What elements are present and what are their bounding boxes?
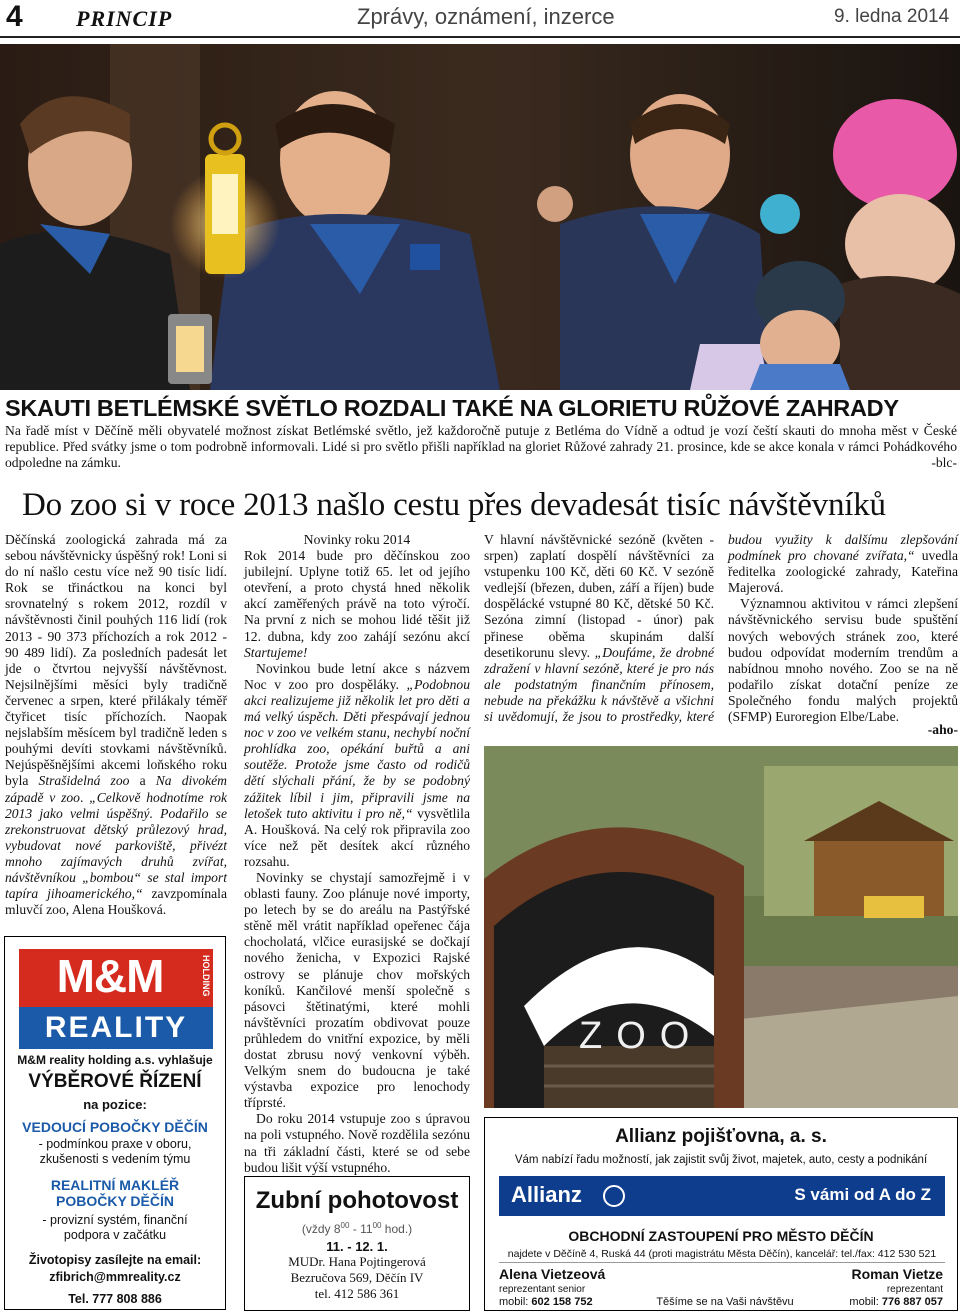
mm-email[interactable]: zfibrich@mmreality.cz — [49, 1270, 181, 1284]
mm-logo-side: HOLDING — [201, 955, 211, 997]
zubni-hours — [245, 1221, 469, 1236]
mm-position-1: VEDOUCÍ POBOČKY DĚČÍN — [22, 1119, 208, 1135]
allianz-rep2-mobile — [849, 1296, 943, 1308]
article1-body — [5, 423, 957, 471]
issue-date: 9. ledna 2014 — [834, 6, 950, 27]
mm-reality-ad — [4, 936, 226, 1310]
paragraph — [728, 596, 958, 725]
allianz-slogan: S vámi od A do Z — [794, 1185, 931, 1204]
quote-text: Startujeme! — [244, 644, 308, 660]
article2-column-1 — [5, 532, 227, 918]
paragraph — [244, 1111, 470, 1175]
allianz-address: najdete v Děčíně 4, Ruská 44 (proti magistrátu Města Děčín), kancelář: tel./fax: 412 530 521 — [507, 1248, 937, 1260]
quote-text: „Doufáme, že drobné zdražení v hlavní sezóně, které je pro nás ale podstatným finančním přínosem, nebude na překážku k návštěvě a všichni si uvědomují, že jsou to prostředky, které budou využity k dalšímu zlepšování podmínek pro chované zvířata,“ — [484, 532, 958, 725]
zubni-address: Bezručova 569, Děčín IV — [290, 1270, 424, 1285]
allianz-rep2-mobile-label: mobil: — [849, 1296, 879, 1308]
zubni-hours-end-min: 00 — [372, 1221, 382, 1230]
mm-phone: Tel. 777 808 886 — [68, 1292, 162, 1306]
mm-position-2: REALITNÍ MAKLÉŘ POBOČKY DĚČÍN — [50, 1177, 180, 1209]
allianz-rep1-mobile-number: 602 158 752 — [531, 1296, 593, 1308]
mm-subtitle: na pozice: — [83, 1097, 147, 1112]
zoo-sign-text: ZOO — [579, 1015, 704, 1057]
article2-column-3 — [484, 532, 958, 740]
mm-logo-bottom: REALITY — [19, 1007, 213, 1049]
mm-reality-logo — [19, 949, 213, 1049]
zubni-hours-start-min: 00 — [340, 1221, 350, 1230]
body-text: zavzpomínala mluvčí zoo, Alena Houšková. — [5, 886, 227, 918]
body-text: Do roku 2014 vstupuje zoo s úpravou na poli vstupného. Nově rozdělila sezónu na tři základní části, které se od sebe budou lišit výší vstupného. — [244, 1111, 470, 1175]
zubni-title: Zubní pohotovost — [255, 1187, 459, 1214]
article2-headline: Do zoo si v roce 2013 našlo cestu přes devadesát tisíc návštěvníků — [22, 487, 886, 523]
paragraph — [244, 548, 470, 661]
paragraph — [244, 661, 470, 870]
section-title: Zprávy, oznámení, inzerce — [357, 4, 615, 29]
article2-column-2-text — [244, 548, 470, 1176]
article2-column-2 — [244, 532, 470, 1176]
header-rule — [0, 36, 960, 38]
zubni-phone: tel. 412 586 361 — [314, 1286, 400, 1301]
quote-text: „Podobnou akci realizujeme již několik let pro děti a má velký úspěch. Děti přespávají jednou noc v zoo ve velkém stanu, nechybí noční prohlídka zoo, opékání buřtů a ani soutěže. Protože jsme často od rodičů dětí slýchali přání, že by se podobný zážitek líbil i jim, připravili jsme na letošek tuto aktivitu i pro ně,“ — [244, 676, 470, 821]
allianz-office: OBCHODNÍ ZASTOUPENÍ PRO MĚSTO DĚČÍN — [568, 1228, 874, 1244]
body-text: Rok 2014 bude pro děčínskou zoo jubilejní. Uplyne totiž 65. let od jejího otevření, a proto chystá hned několik akcí zaměřených právě na toto výročí. Na první z nich se mohou lidé těšit již 12. dubna, kdy zoo zahájí sezónu akcí — [244, 548, 470, 644]
scouts-lantern-photo — [0, 44, 960, 390]
article2-signature: -aho- — [927, 722, 958, 737]
allianz-rep2-mobile-number: 776 887 057 — [881, 1296, 943, 1308]
allianz-ad — [484, 1117, 958, 1311]
zubni-hours-suffix: hod.) — [381, 1222, 413, 1236]
paragraph — [5, 532, 227, 918]
body-text: Významnou aktivitou v rámci zlepšení návštěvnického servisu bude spuštění nových webových stránek zoo, které budou odpovídat moderním trendům a nabídnou mnoho nového. Zoo se na ně podařilo získat dotační peníze ze Společného fondu malých projektů (SFMP) Euroregion Elbe/Labe. — [728, 596, 958, 725]
body-text: vysvětlila A. Houšková. Na celý rok připravila zoo více než pět desítek akcí různého rozsahu. — [244, 805, 470, 869]
mm-logo-top: M&M — [56, 950, 164, 1002]
quote-text: Strašidelná zoo — [38, 773, 130, 789]
zoo-gate-illustration — [484, 746, 958, 1108]
page-number: 4 — [6, 0, 23, 33]
article1-text: Na řadě míst v Děčíně měli obyvatelé možnost získat Betlémské světlo, jež každoročně putuje z Betléma do Vídně a odtud je vozí čeští skauti do mnoha měst v České republice. Před svátky jsme o tom podrobně informovali. Lidé si pro světlo přišli například na gloriet Růžové zahrady 21. prosince, kde se akce konala v rámci Pohádkového odpoledne na zámku. — [5, 423, 957, 470]
body-text: Novinkou bude letní akce s názvem Noc v zoo pro dospěláky. — [244, 660, 470, 692]
zubni-hours-start: (vždy 8 — [301, 1222, 341, 1236]
scouts-photo-illustration — [0, 44, 960, 390]
zoo-gate-photo — [484, 746, 958, 1108]
allianz-banner — [499, 1176, 945, 1216]
body-text: Novinky se chystají samozřejmě i v oblasti fauny. Zoo plánuje nové importy, po letech by se do areálu na Pastýřské stěně měl vrátit například opeřenec čája chocholatá, vlčice eurasijské se dočkají nového ženicha, v Expozici Rajské ostrovy se plánuje chov mořských koníků. Kančilové menší společně s pásovci štětinatými, které mohli návštěvníci prozatím obdivovat pouze průhledem do vnitřní expozice, by měli dostat zbrusu nový venkovní výběh. Velkým snem do budoucna je také výstavba expozice pro lenochody tříprsté. — [244, 869, 470, 1111]
mm-position-2-desc: - provizní systém, finanční podpora v začátku — [42, 1213, 188, 1242]
body-text: Děčínská zoologická zahrada má za sebou návštěvnicky úspěšný rok! Loni si do ní našlo cestu více než 90 tisíc lidí. Rok se třináctkou na konci byl srovnatelný s rokem 2012, rozdíl v návštěvnosti činil pouhých 116 lidí (rok 2013 - 90 373 příchozích a rok 2012 - 90 489 lidí). Za posledních padesát let jde o čtvrtou nejvyšší návštěvnost. Nejsilnějšími měsíci byly tradičně červenec a srpen, které přilákaly téměř čtyřicet tisíc příchozích. Naopak nejslabším měsícem byl tradičně leden s pouhými devíti stovkami návštěvníků. Nejúspěšnějšími akcemi loňského roku byla — [5, 532, 227, 789]
allianz-eagle-icon — [603, 1185, 625, 1207]
allianz-divider — [499, 1262, 945, 1263]
mm-company: M&M reality holding a.s. vyhlašuje — [17, 1053, 213, 1067]
body-text: uvedla ředitelka zoologické zahrady, Kateřina Majerová. — [728, 548, 958, 596]
body-text: . — [79, 789, 90, 805]
allianz-rep1-role: reprezentant senior — [499, 1284, 586, 1295]
quote-text: Na divokém západě v zoo — [5, 773, 227, 805]
paragraph — [244, 870, 470, 1111]
zubni-dates: 11. - 12. 1. — [326, 1239, 388, 1254]
mm-position-1-desc: - podmínkou praxe v oboru, zkušenosti s vedením týmu — [38, 1137, 192, 1166]
allianz-middle: Těšíme se na Vaši návštěvu — [656, 1296, 794, 1308]
body-text: V hlavní návštěvnické sezóně (květen - srpen) zaplatí dospělí návštěvníci za vstupenku 100 Kč, děti 60 Kč. V sezóně vedlejší (březen, duben, září a říjen) bude dospělácké vstupné 80 Kč, dětské 50 Kč. Sezóna zimní (listopad - únor) pak přinese oběma skupinám další desetikorunu slevy. — [484, 532, 714, 660]
mm-title: VÝBĚROVÉ ŘÍZENÍ — [28, 1071, 202, 1092]
allianz-rep1-mobile-label: mobil: — [499, 1296, 529, 1308]
body-text: a — [129, 773, 156, 789]
allianz-brand: Allianz — [511, 1182, 582, 1207]
mm-cv-label: Životopisy zasílejte na email: — [28, 1253, 202, 1267]
newspaper-logo: PRINCIP — [76, 6, 173, 31]
dental-emergency-ad — [244, 1176, 470, 1311]
allianz-rep2-name: Roman Vietze — [851, 1266, 943, 1282]
article1-signature: -blc- — [931, 455, 957, 470]
allianz-rep1-name: Alena Vietzeová — [499, 1266, 606, 1282]
article1-headline: SKAUTI BETLÉMSKÉ SVĚTLO ROZDALI TAKÉ NA GLORIETU RŮŽOVÉ ZAHRADY — [5, 395, 899, 421]
quote-text: „Celkově hodnotíme rok 2013 jako velmi úspěšný. Podařilo se zrekonstruovat dětský průlezový hrad, vybudovat nové parkoviště, přivézt mnoho zajímavých druhů zvířat, návštěvníkou „bombou“ se stal import tapíra jihoamerického,“ — [5, 789, 228, 902]
allianz-tagline: Vám nabízí řadu možností, jak zajistit svůj život, majetek, auto, cesty a podnikání — [514, 1154, 928, 1166]
zubni-doctor: MUDr. Hana Pojtingerová — [288, 1254, 426, 1269]
zubni-hours-end: - 11 — [349, 1222, 373, 1236]
allianz-title: Allianz pojišťovna, a. s. — [615, 1126, 827, 1147]
allianz-rep2-role: reprezentant — [886, 1284, 943, 1295]
allianz-rep1-mobile — [499, 1296, 593, 1308]
article2-subhead: Novinky roku 2014 — [303, 532, 411, 547]
